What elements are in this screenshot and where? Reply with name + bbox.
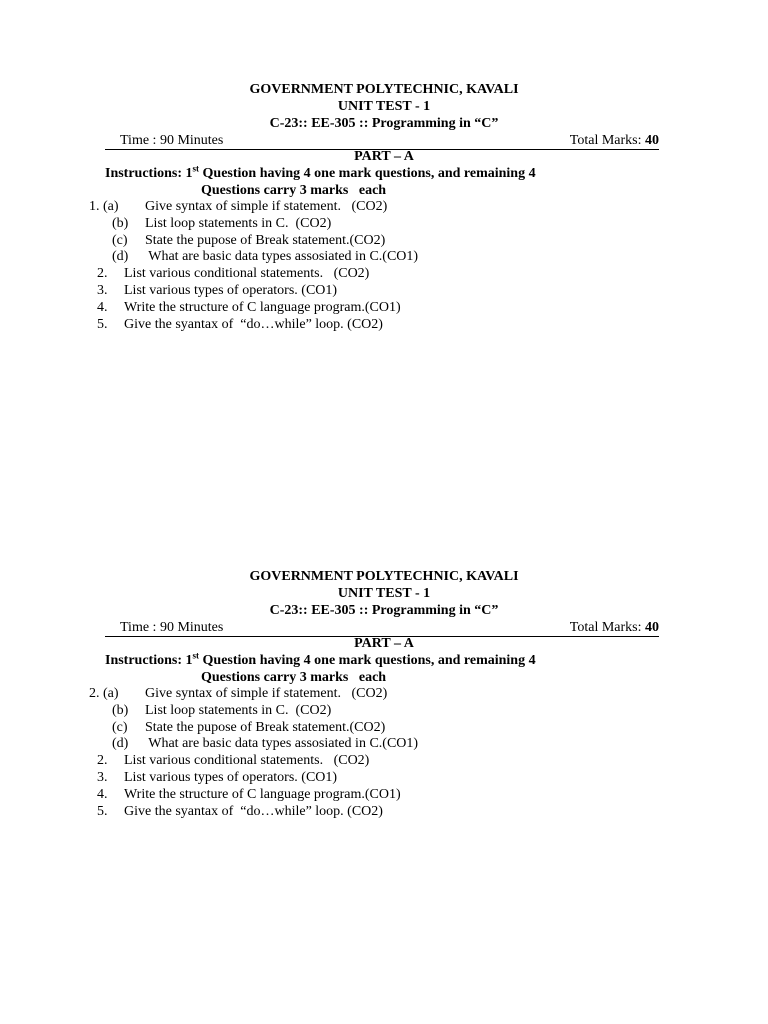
- course-title: C-23:: EE-305 :: Programming in “C”: [269, 603, 499, 618]
- time-marks-row: [105, 619, 659, 637]
- question-1a: [0, 199, 768, 215]
- question-1b: [0, 216, 768, 232]
- question-text: List loop statements in C. (CO2): [145, 216, 332, 231]
- question-text: List various types of operators. (CO1): [124, 770, 338, 785]
- total-marks-label: Total Marks:: [569, 620, 645, 635]
- question-number: 3.: [97, 770, 108, 785]
- time-allowed: Time : 90 Minutes: [120, 133, 224, 148]
- question-number: (d): [112, 736, 129, 751]
- test-title: UNIT TEST - 1: [337, 99, 431, 114]
- total-marks-value: 40: [645, 133, 659, 148]
- total-marks-label: Total Marks:: [569, 133, 645, 148]
- question-number: 5.: [97, 804, 108, 819]
- question-text: Write the structure of C language program.(CO1): [124, 300, 401, 315]
- question-text: What are basic data types assosiated in C.(CO1): [145, 736, 419, 751]
- time-marks-row: [105, 132, 659, 150]
- question-1a: [0, 686, 768, 702]
- question-number: 4.: [97, 787, 108, 802]
- instructions-line-2: Questions carry 3 marks each: [201, 183, 387, 198]
- total-marks: [570, 132, 659, 149]
- question-number: (c): [112, 233, 128, 248]
- part-heading: PART – A: [354, 149, 414, 164]
- question-number: (b): [112, 216, 129, 231]
- question-text: List loop statements in C. (CO2): [145, 703, 332, 718]
- question-1d: [0, 249, 768, 265]
- question-number: 3.: [97, 283, 108, 298]
- question-text: Give syntax of simple if statement. (CO2): [145, 199, 388, 214]
- question-5: [0, 804, 768, 820]
- instructions-start: Instructions: 1: [105, 166, 193, 181]
- instructions-start: Instructions: 1: [105, 653, 193, 668]
- question-text: State the pupose of Break statement.(CO2): [145, 720, 386, 735]
- question-1c: [0, 720, 768, 736]
- question-1b: [0, 703, 768, 719]
- question-number: 2. (a): [89, 686, 119, 701]
- question-2: [0, 753, 768, 769]
- question-5: [0, 317, 768, 333]
- question-2: [0, 266, 768, 282]
- instructions-superscript: st: [192, 650, 200, 661]
- question-3: [0, 770, 768, 786]
- instructions-rest: Question having 4 one mark questions, and remaining 4: [199, 653, 536, 668]
- question-3: [0, 283, 768, 299]
- question-text: List various conditional statements. (CO2): [124, 266, 370, 281]
- question-number: 2.: [97, 266, 108, 281]
- question-number: (b): [112, 703, 129, 718]
- question-number: 2.: [97, 753, 108, 768]
- question-text: What are basic data types assosiated in C.(CO1): [145, 249, 419, 264]
- question-text: State the pupose of Break statement.(CO2): [145, 233, 386, 248]
- time-allowed: Time : 90 Minutes: [120, 620, 224, 635]
- question-number: 5.: [97, 317, 108, 332]
- instructions-superscript: st: [192, 163, 200, 174]
- total-marks-value: 40: [645, 620, 659, 635]
- question-text: List various conditional statements. (CO2): [124, 753, 370, 768]
- question-1d: [0, 736, 768, 752]
- question-text: List various types of operators. (CO1): [124, 283, 338, 298]
- instructions: [105, 165, 536, 182]
- question-text: Give syntax of simple if statement. (CO2): [145, 686, 388, 701]
- question-text: Give the syantax of “do…while” loop. (CO2): [124, 804, 383, 819]
- part-heading: PART – A: [354, 636, 414, 651]
- question-number: 1. (a): [89, 199, 119, 214]
- question-number: (d): [112, 249, 129, 264]
- question-number: 4.: [97, 300, 108, 315]
- instructions-line-2: Questions carry 3 marks each: [201, 670, 387, 685]
- question-4: [0, 787, 768, 803]
- question-4: [0, 300, 768, 316]
- instructions: [105, 652, 536, 669]
- question-1c: [0, 233, 768, 249]
- test-title: UNIT TEST - 1: [337, 586, 431, 601]
- question-text: Give the syantax of “do…while” loop. (CO2): [124, 317, 383, 332]
- college-name: GOVERNMENT POLYTECHNIC, KAVALI: [249, 82, 519, 97]
- total-marks: [570, 619, 659, 636]
- question-number: (c): [112, 720, 128, 735]
- question-text: Write the structure of C language program.(CO1): [124, 787, 401, 802]
- instructions-rest: Question having 4 one mark questions, and remaining 4: [199, 166, 536, 181]
- college-name: GOVERNMENT POLYTECHNIC, KAVALI: [249, 569, 519, 584]
- course-title: C-23:: EE-305 :: Programming in “C”: [269, 116, 499, 131]
